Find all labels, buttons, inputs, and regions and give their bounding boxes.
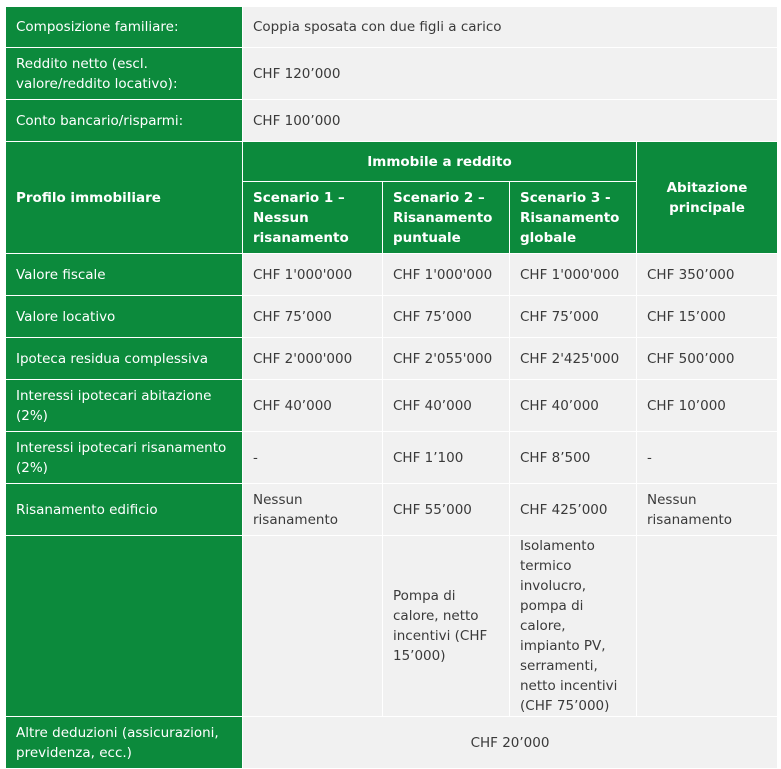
scenario2-header: Scenario 2 – Risanamento puntuale: [383, 182, 510, 254]
scenario2-cell: CHF 75’000: [383, 296, 510, 338]
scenario3-cell: CHF 40’000: [510, 380, 637, 432]
row-label: Interessi ipotecari abitazione (2%): [6, 380, 243, 432]
renovation-details-label: [6, 536, 243, 717]
primary-cell: Nessun risanamento: [637, 484, 778, 536]
scenario3-cell: CHF 2'425'000: [510, 338, 637, 380]
scenario1-cell: CHF 75’000: [243, 296, 383, 338]
header-row-1: [6, 142, 778, 182]
scenario1-header: Scenario 1 – Nessun risanamento: [243, 182, 383, 254]
row-label: Ipoteca residua complessiva: [6, 338, 243, 380]
table-row: [6, 380, 778, 432]
net-income-label: Reddito netto (escl. valore/reddito locativo):: [6, 48, 243, 100]
scenario1-cell: CHF 40’000: [243, 380, 383, 432]
profile-header: Profilo immobiliare: [6, 142, 243, 254]
scenario1-cell: CHF 2'000'000: [243, 338, 383, 380]
primary-cell: -: [637, 432, 778, 484]
row-savings: [6, 100, 778, 142]
scenario3-cell: CHF 8’500: [510, 432, 637, 484]
table-row: [6, 484, 778, 536]
scenario3-cell: CHF 1'000'000: [510, 254, 637, 296]
primary-cell: CHF 350’000: [637, 254, 778, 296]
income-property-header: Immobile a reddito: [243, 142, 637, 182]
savings-value: CHF 100’000: [243, 100, 778, 142]
scenario1-cell: -: [243, 432, 383, 484]
scenario3-cell: CHF 425’000: [510, 484, 637, 536]
scenario2-cell: CHF 1’100: [383, 432, 510, 484]
scenario1-details-cell: [243, 536, 383, 717]
scenario1-cell: Nessun risanamento: [243, 484, 383, 536]
scenario2-cell: CHF 2'055'000: [383, 338, 510, 380]
scenario3-details-cell: Isolamento termico involucro, pompa di calore, impianto PV, serramenti, netto incentivi (CHF 75’000): [510, 536, 637, 717]
table-row: [6, 432, 778, 484]
primary-residence-header: Abitazione principale: [637, 142, 778, 254]
row-label: Risanamento edificio: [6, 484, 243, 536]
row-family: [6, 7, 778, 48]
row-other-deductions: [6, 717, 778, 769]
family-label: Composizione familiare:: [6, 7, 243, 48]
savings-label: Conto bancario/risparmi:: [6, 100, 243, 142]
net-income-value: CHF 120’000: [243, 48, 778, 100]
renovation-details-row: [6, 536, 778, 717]
table-row: [6, 338, 778, 380]
scenario2-cell: CHF 40’000: [383, 380, 510, 432]
primary-cell: CHF 15’000: [637, 296, 778, 338]
row-label: Valore fiscale: [6, 254, 243, 296]
scenario3-cell: CHF 75’000: [510, 296, 637, 338]
table-row: [6, 296, 778, 338]
other-deductions-label: Altre deduzioni (assicurazioni, previdenza, ecc.): [6, 717, 243, 769]
primary-cell: CHF 500’000: [637, 338, 778, 380]
other-deductions-value: CHF 20’000: [243, 717, 778, 769]
primary-details-cell: [637, 536, 778, 717]
family-value: Coppia sposata con due figli a carico: [243, 7, 778, 48]
scenario2-cell: CHF 55’000: [383, 484, 510, 536]
table-row: [6, 254, 778, 296]
row-label: Valore locativo: [6, 296, 243, 338]
row-net-income: [6, 48, 778, 100]
scenario2-cell: CHF 1'000'000: [383, 254, 510, 296]
scenario1-cell: CHF 1'000'000: [243, 254, 383, 296]
row-label: Interessi ipotecari risanamento (2%): [6, 432, 243, 484]
scenario2-details-cell: Pompa di calore, netto incentivi (CHF 15’000): [383, 536, 510, 717]
scenario3-header: Scenario 3 - Risanamento globale: [510, 182, 637, 254]
real-estate-profile-table: [5, 6, 778, 769]
primary-cell: CHF 10’000: [637, 380, 778, 432]
